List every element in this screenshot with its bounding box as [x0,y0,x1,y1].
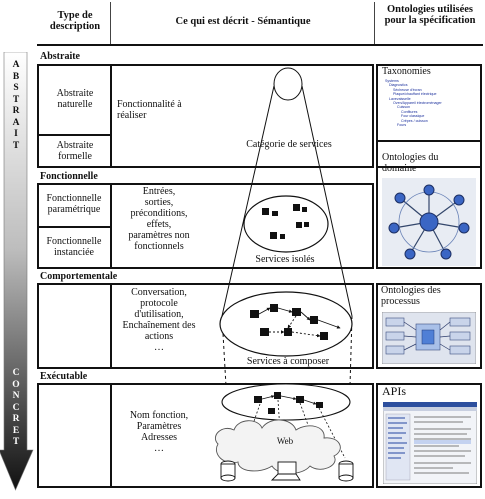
taxonomy-tree-thumbnail: Systems Diagnostics Sécheuse d'écran Plaque/chauffant électrique Lavevaisselle Oven/Appareil électroménager Cuisson Confitures Four classique Crêpes / cuisson Fours [385,79,442,128]
section-title-comportementale: Comportementale [40,271,118,282]
header-divider-1 [110,2,111,44]
executable-diagram-label: Web [276,436,294,446]
header-divider-2 [374,2,375,44]
comportementale-description: Conversation, protocole d'utilisation, Enchaînement des actions … [122,287,196,353]
executable-divider-v [110,383,112,488]
fonctionnelle-diagram-label: Services isolés [255,254,315,265]
fonctionnelle-description: Entrées, sorties, préconditions, effets, paramètres non fonctionnels [128,186,190,252]
arrow-label-abstrait: A B S T R A I T [12,60,20,151]
header-semantics: Ce qui est décrit - Sémantique [175,16,311,27]
section-title-fonctionnelle: Fonctionnelle [40,171,98,182]
section-title-executable: Exécutable [40,371,88,382]
comportementale-diagram-label: Services à composer [246,356,330,367]
header-ontologies: Ontologies utilisées pour la spécification [384,4,476,26]
type-fonctionnelle-parametrique: Fonctionnelle paramétrique [46,193,102,215]
type-fonctionnelle-instanciee: Fonctionnelle instanciée [46,236,102,258]
abstraite-description: Fonctionnalité à réaliser [117,99,182,121]
process-ontology-thumbnail [382,312,476,364]
fonctionnelle-type-divider-h [37,226,112,228]
section-title-abstraite: Abstraite [40,51,80,62]
abstraite-diagram-label: Catégorie de services [246,139,332,150]
header-rule [37,44,483,46]
arrow-label-concret: C O N C R E T [12,368,20,447]
header-type-description: Type de description [49,10,101,32]
type-abstraite-formelle: Abstraite formelle [56,140,94,162]
service-funnel-diagram [200,66,376,490]
abstraite-type-divider-h [37,134,112,136]
executable-description: Nom fonction, Paramètres Adresses … [129,410,189,454]
comportementale-ontology-label: Ontologies des processus [381,285,441,307]
executable-ontology-label: APIs [382,384,407,398]
abstraite-ontology-label: Taxonomies [382,66,431,77]
domain-ontology-graph [382,178,476,266]
api-screenshot-thumbnail [383,402,477,484]
type-abstraite-naturelle: Abstraite naturelle [56,88,94,110]
abstraite-type-divider-v [110,64,112,168]
fonctionnelle-ontology-label: Ontologies du domaine [382,152,439,174]
